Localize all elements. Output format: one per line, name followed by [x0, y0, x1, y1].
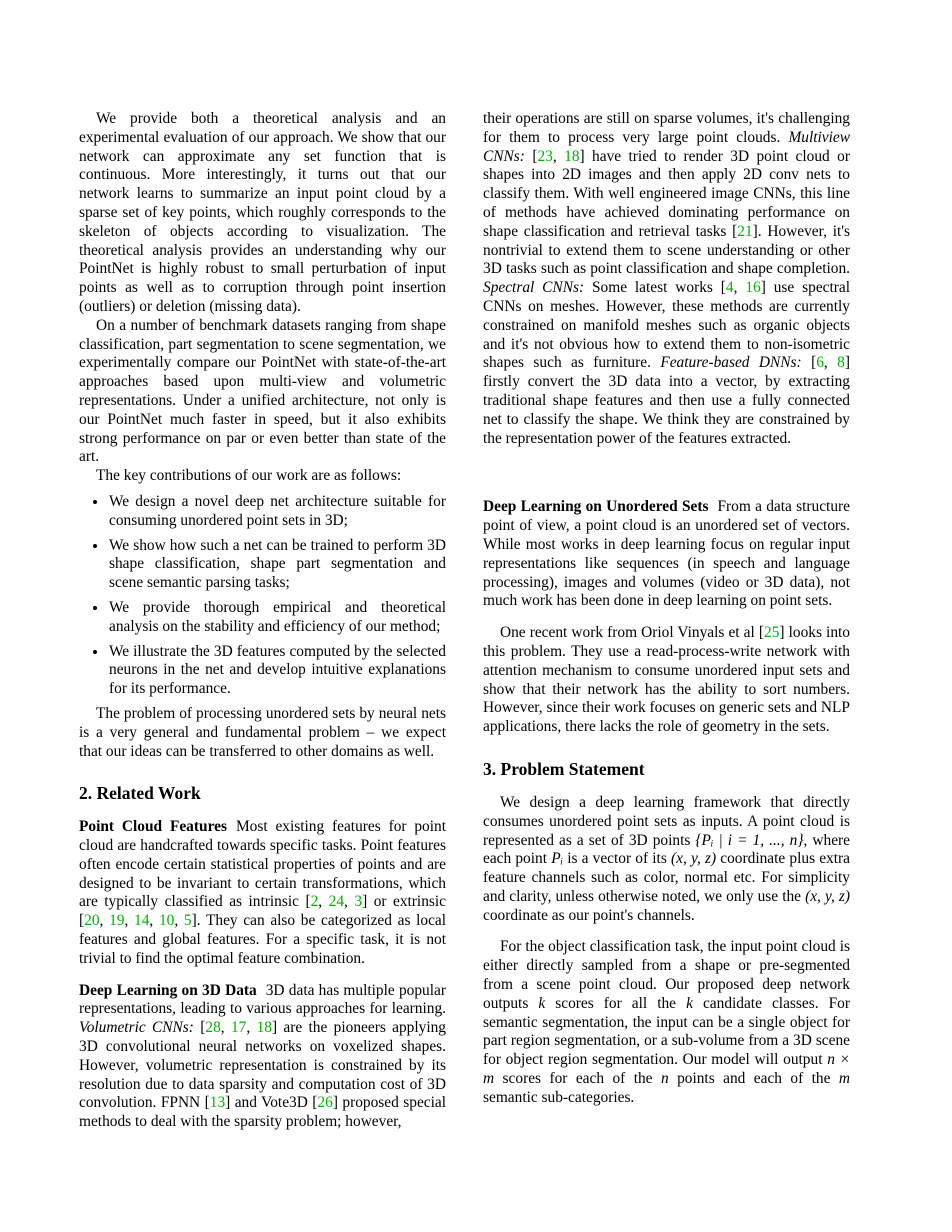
citation-link[interactable]: 25 — [764, 624, 780, 642]
paragraph — [79, 467, 446, 486]
paragraph — [483, 110, 850, 448]
citation-link[interactable]: 20 — [84, 912, 100, 930]
paragraph — [79, 982, 446, 1132]
citation-link[interactable]: 8 — [837, 354, 845, 372]
text-segment: ] and Vote3D [ — [225, 1094, 318, 1112]
paragraph — [483, 624, 850, 737]
text-segment: ] firstly convert the 3D data into a vector, by extracting traditional shape features and then use a fully connected net to classify the shape. We think they are constrained by the representation power of the features extracted. — [483, 354, 850, 447]
text-segment: scores for all the — [545, 994, 687, 1012]
italic-term: Spectral CNNs: — [483, 279, 585, 297]
citation-link[interactable]: 17 — [230, 1019, 247, 1037]
text-segment: , — [823, 354, 838, 372]
italic-term: Volumetric CNNs: — [79, 1019, 194, 1037]
text-segment: , — [220, 1019, 231, 1037]
text-segment: We provide thorough empirical and theoretical analysis on the stability and efficiency of our method; — [109, 598, 446, 635]
italic-term: Multiview CNNs: — [483, 128, 850, 165]
citation-link[interactable]: 2 — [310, 893, 319, 911]
two-column-layout — [79, 110, 851, 1132]
text-segment: semantic sub-categories. — [483, 1088, 635, 1106]
citation-link[interactable]: 19 — [109, 912, 125, 930]
math-inline: n — [660, 1070, 669, 1088]
text-segment: We illustrate the 3D features computed by the selected neurons in the net and develop intuitive explanations for its performance. — [109, 642, 446, 698]
text-segment: ]. However, it's nontrivial to extend them to scene understanding or other 3D tasks such as point classification and shape completion. — [483, 222, 851, 278]
text-segment: their operations are still on sparse volumes, it's challenging for them to process very large point clouds. — [483, 110, 850, 146]
text-segment: ] are the pioneers applying 3D convolutional neural networks on voxelized shapes. However, volumetric representation is constrained by its resolution due to data sparsity and computation cost of 3D convolution. FPNN [ — [79, 1019, 446, 1112]
math-inline: n × m — [483, 1051, 850, 1088]
section-heading: 3. Problem Statement — [483, 758, 645, 779]
text-segment: ] or extrinsic [ — [79, 893, 446, 930]
text-segment: , — [99, 912, 110, 930]
text-segment: ]. They can also be categorized as local features and global features. For a specific task, it is not trivial to find the optimal feature combination. — [79, 912, 447, 967]
citation-link[interactable]: 14 — [134, 912, 150, 930]
text-segment: For the object classification task, the input point cloud is either directly sampled from a shape or pre-segmented from a scene point cloud. Our proposed deep network outputs — [483, 938, 850, 1012]
list-item — [108, 599, 446, 637]
bullet-list — [79, 493, 446, 699]
text-segment: scores for each of the — [494, 1070, 661, 1088]
text-segment: We provide both a theoretical analysis and an experimental evaluation of our approach. We show that our network can approximate any set function that is continuous. More interestingly, it turns out that our network learns to summarize an input point cloud by a sparse set of key points, which roughly corresponds to the skeleton of objects according to visualization. The theoretical analysis provides an understanding why our PointNet is highly robust to small perturbation of input points as well as to corruption through point insertion (outliers) or deletion (missing data). — [79, 110, 446, 315]
text-segment: We design a deep learning framework that directly consumes unordered point sets as inputs. A point cloud is represented as a set of 3D points — [483, 793, 850, 849]
text-segment: The key contributions of our work are as follows: — [96, 467, 402, 485]
right-column — [483, 110, 850, 1132]
paragraph — [79, 110, 446, 317]
citation-link[interactable]: 26 — [317, 1094, 333, 1112]
citation-link[interactable]: 28 — [205, 1019, 221, 1037]
text-segment: candidate classes. For semantic segmentation, the input can be a single object for part region segmentation, or a sub-volume from a 3D scene for object region segmentation. Our model will output — [483, 994, 850, 1069]
text-segment: , — [149, 912, 159, 930]
text-segment: coordinate as our point's channels. — [483, 906, 695, 924]
math-inline: {Pᵢ | i = 1, ..., n} — [695, 831, 804, 849]
math-inline: k — [538, 994, 546, 1012]
italic-term: Feature-based DNNs: — [660, 354, 802, 372]
text-segment: , — [124, 912, 135, 930]
run-in-heading: Deep Learning on 3D Data — [79, 981, 257, 999]
text-segment: , — [733, 279, 746, 297]
list-item — [108, 537, 446, 593]
text-segment: 3D data has multiple popular representations, leading to various approaches for learning. — [79, 981, 446, 1018]
text-segment: Some latest works [ — [584, 279, 726, 297]
left-column — [79, 110, 446, 1132]
text-segment: [ — [801, 354, 817, 372]
list-item — [108, 493, 446, 531]
citation-link[interactable]: 13 — [209, 1094, 226, 1112]
text-segment: , — [552, 147, 565, 165]
text-segment: , — [246, 1019, 257, 1037]
text-segment: Most existing features for point cloud are handcrafted towards specific tasks. Point features often encode certain statistical properties of points and are designed to be invariant to certain transformations, which are typically classified as intrinsic [ — [79, 818, 447, 911]
math-inline: k — [686, 994, 693, 1012]
section-heading: 2. Related Work — [79, 783, 201, 804]
paragraph — [79, 705, 446, 761]
citation-link[interactable]: 16 — [745, 279, 761, 297]
citation-link[interactable]: 5 — [183, 912, 192, 930]
citation-link[interactable]: 24 — [328, 893, 345, 911]
math-inline: (x, y, z) — [671, 850, 717, 868]
math-inline: m — [838, 1070, 851, 1088]
math-inline: (x, y, z) — [805, 887, 850, 905]
citation-link[interactable]: 23 — [537, 147, 553, 165]
citation-link[interactable]: 4 — [725, 279, 734, 297]
run-in-heading: Deep Learning on Unordered Sets — [483, 498, 709, 516]
citation-link[interactable]: 18 — [564, 147, 580, 165]
text-segment: , where each point — [483, 831, 850, 868]
text-segment: coordinate plus extra feature channels such as color, normal etc. For simplicity and clarity, unless otherwise noted, we only use the — [483, 850, 850, 905]
paragraph — [483, 794, 850, 926]
citation-link[interactable]: 10 — [158, 912, 175, 930]
citation-link[interactable]: 3 — [354, 893, 363, 911]
text-segment: One recent work from Oriol Vinyals et al [ — [500, 624, 764, 642]
paragraph — [483, 938, 850, 1107]
run-in-heading: Point Cloud Features — [79, 818, 227, 836]
text-segment: , — [344, 893, 355, 911]
citation-link[interactable]: 18 — [256, 1019, 272, 1037]
paragraph — [79, 317, 446, 467]
text-segment: The problem of processing unordered sets by neural nets is a very general and fundamental problem – we expect that our ideas can be transferred to other domains as well. — [79, 704, 446, 760]
text-segment: [ — [193, 1019, 206, 1037]
text-segment: We show how such a net can be trained to perform 3D shape classification, shape part segmentation and scene semantic parsing tasks; — [109, 536, 446, 592]
text-segment: ] use spectral CNNs on meshes. However, these methods are currently constrained on manifold meshes such as organic objects and it's not obvious how to extend them to non-isometric shapes such as furniture. — [483, 279, 850, 372]
list-item — [108, 643, 446, 699]
citation-link[interactable]: 6 — [816, 354, 824, 372]
text-segment: ] proposed special methods to deal with the sparsity problem; however, — [79, 1094, 446, 1131]
text-segment: ] looks into this problem. They use a read-process-write network with attention mechanism to consume unordered input sets and show that their network has the ability to sort numbers. However, since their work focuses on generic sets and NLP applications, there lacks the role of geometry in the sets. — [483, 624, 850, 736]
citation-link[interactable]: 21 — [737, 222, 753, 240]
text-segment: From a data structure point of view, a point cloud is an unordered set of vectors. While most works in deep learning focus on regular input representations like sequences (in speech and language processing), images and volumes (video or 3D data), not much work has been done in deep learning on point sets. — [483, 498, 850, 610]
math-inline: Pᵢ — [551, 850, 564, 868]
text-segment: We design a novel deep net architecture suitable for consuming unordered point sets in 3D; — [109, 492, 446, 529]
text-segment: ] have tried to render 3D point cloud or shapes into 2D images and then apply 2D conv nets to classify them. With well engineered image CNNs, this line of methods have achieved dominating performance on shape classification and retrieval tasks [ — [483, 147, 850, 240]
paragraph — [79, 818, 446, 968]
text-segment: , — [318, 893, 329, 911]
text-segment: , — [174, 912, 184, 930]
text-segment: [ — [524, 147, 538, 165]
paragraph — [483, 498, 850, 611]
text-segment: points and each of the — [668, 1070, 839, 1088]
text-segment: is a vector of its — [563, 850, 671, 868]
text-segment: On a number of benchmark datasets ranging from shape classification, part segmentation to scene segmentation, we experimentally compare our PointNet with state-of-the-art approaches based upon multi-view and volumetric representations. Under a unified architecture, not only is our PointNet much faster in speed, but it also exhibits strong performance on par or even better than state of the art. — [79, 316, 446, 466]
